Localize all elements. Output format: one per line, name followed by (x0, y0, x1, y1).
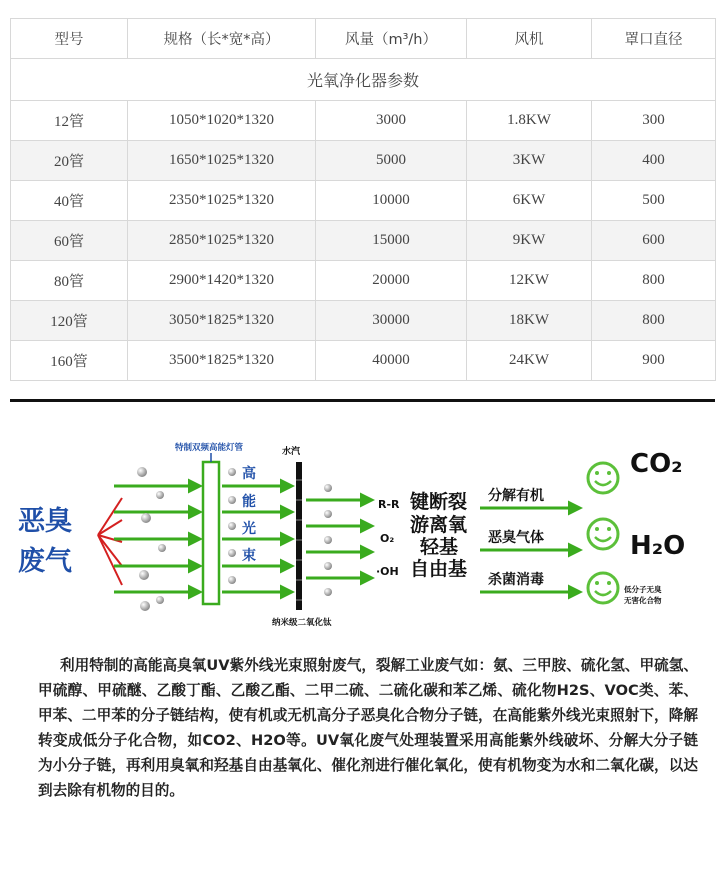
cell-airflow: 20000 (316, 261, 467, 301)
vapor-label: 水汽 (282, 447, 301, 457)
table-row (11, 101, 716, 141)
cell-hood-diameter: 300 (592, 101, 716, 141)
table-header-row (11, 19, 716, 59)
product-3-line-2: 无害化合物 (624, 596, 662, 605)
cell-airflow: 30000 (316, 301, 467, 341)
table-title-row (11, 59, 716, 101)
cell-airflow: 5000 (316, 141, 467, 181)
beam-char-4: 束 (242, 548, 256, 564)
cell-size: 2850*1025*1320 (128, 221, 316, 261)
cell-model: 40管 (11, 181, 128, 221)
cell-model: 160管 (11, 341, 128, 381)
input-label-2: 废气 (18, 546, 72, 577)
cell-size: 1650*1025*1320 (128, 141, 316, 181)
cell-hood-diameter: 800 (592, 301, 716, 341)
output-label-2: 恶臭气体 (488, 530, 544, 546)
radical-arrows (306, 500, 372, 578)
header-airflow: 风量（m³/h） (316, 19, 467, 59)
cell-fan: 9KW (467, 221, 592, 261)
cell-hood-diameter: 400 (592, 141, 716, 181)
product-h2o: H₂O (630, 531, 686, 561)
cell-fan: 1.8KW (467, 101, 592, 141)
table-row (11, 261, 716, 301)
process-description: 利用特制的高能高臭氧UV紫外线光束照射废气，裂解工业废气如：氨、三甲胺、硫化氢、甲硫氢、甲硫醇、甲硫醚、乙酸丁酯、乙酸乙酯、二甲二硫、二硫化碳和苯乙烯、硫化物H2S、VOC类、苯、甲苯、二甲苯的分子链结构，使有机或无机高分子恶臭化合物分子链，在高能紫外线光束照射下，降解转变成低分子化合物，如CO2、H2O等。UV氧化废气处理装置采用高能紫外线破坏、分解大分子链为小分子链，再利用臭氧和羟基自由基氧化、催化剂进行催化氧化，使有机物变为水和二氧化碳，以达到去除有机物的目的。 (38, 657, 698, 799)
beam-char-1: 高 (242, 466, 256, 482)
radical-o2: O₂ (380, 532, 395, 545)
header-hood-diameter: 罩口直径 (592, 19, 716, 59)
cell-airflow: 15000 (316, 221, 467, 261)
cell-fan: 12KW (467, 261, 592, 301)
process-line-4: 自由基 (410, 558, 468, 580)
cell-model: 80管 (11, 261, 128, 301)
cell-model: 12管 (11, 101, 128, 141)
beam-char-2: 能 (242, 494, 256, 510)
output-label-3: 杀菌消毒 (488, 572, 544, 588)
cell-model: 120管 (11, 301, 128, 341)
cell-size: 2350*1025*1320 (128, 181, 316, 221)
catalyst-label: 纳米级二氧化钛 (272, 618, 332, 628)
catalyst-bar (296, 462, 302, 610)
radical-oh: ·OH (376, 565, 399, 578)
smiley-icon (588, 463, 618, 493)
cell-hood-diameter: 900 (592, 341, 716, 381)
lamp-tube (203, 462, 219, 604)
input-label-1: 恶臭 (18, 506, 72, 537)
cell-fan: 24KW (467, 341, 592, 381)
cell-size: 1050*1020*1320 (128, 101, 316, 141)
table-title: 光氧净化器参数 (11, 59, 716, 101)
output-label-1: 分解有机 (488, 488, 544, 504)
product-co2: CO₂ (630, 449, 683, 479)
lamp-label: 特制双频高能灯管 (175, 443, 244, 453)
cell-size: 3500*1825*1320 (128, 341, 316, 381)
cell-model: 60管 (11, 221, 128, 261)
cell-airflow: 3000 (316, 101, 467, 141)
header-model: 型号 (11, 19, 128, 59)
process-line-1: 键断裂 (410, 491, 468, 513)
section-divider (10, 399, 715, 402)
table-row (11, 141, 716, 181)
cell-fan: 18KW (467, 301, 592, 341)
cell-fan: 3KW (467, 141, 592, 181)
cell-model: 20管 (11, 141, 128, 181)
input-arrows (114, 486, 200, 592)
process-line-3: 轻基 (420, 536, 459, 558)
table-row (11, 221, 716, 261)
smiley-icon (588, 519, 618, 549)
table-row (11, 181, 716, 221)
cell-size: 2900*1420*1320 (128, 261, 316, 301)
process-diagram (10, 420, 715, 650)
table-row (11, 301, 716, 341)
header-size: 规格（长*宽*高） (128, 19, 316, 59)
cell-size: 3050*1825*1320 (128, 301, 316, 341)
smiley-icon (588, 573, 618, 603)
beam-char-3: 光 (242, 521, 256, 537)
cell-hood-diameter: 500 (592, 181, 716, 221)
radical-rr: R-R (378, 498, 400, 511)
table-body (11, 101, 716, 381)
cell-fan: 6KW (467, 181, 592, 221)
process-line-2: 游离氧 (410, 514, 468, 536)
cell-hood-diameter: 800 (592, 261, 716, 301)
header-fan: 风机 (467, 19, 592, 59)
table-row (11, 341, 716, 381)
product-3-line-1: 低分子无臭 (624, 585, 662, 594)
spec-table (10, 18, 716, 381)
cell-hood-diameter: 600 (592, 221, 716, 261)
cell-airflow: 10000 (316, 181, 467, 221)
cell-airflow: 40000 (316, 341, 467, 381)
